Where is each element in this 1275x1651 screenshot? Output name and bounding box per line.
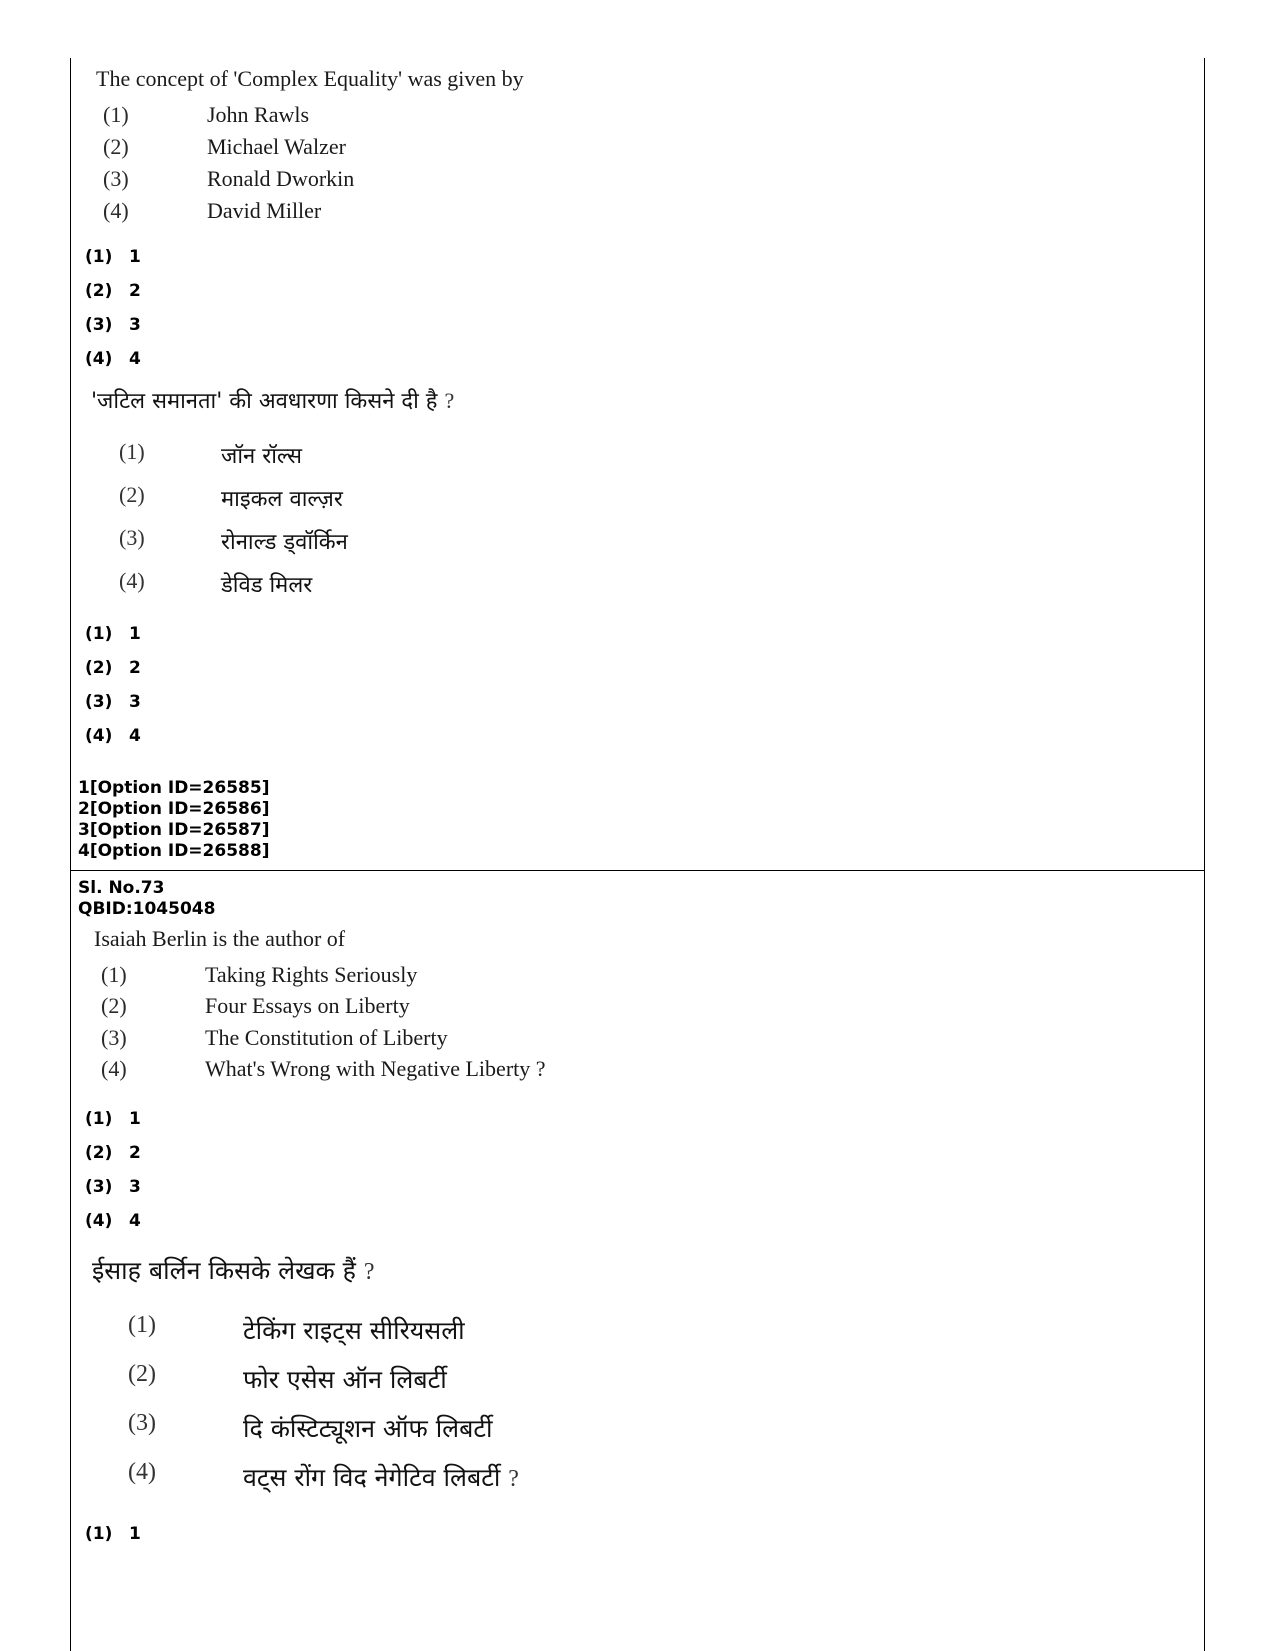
option-number: (2) (103, 134, 129, 159)
answer-choice (85, 726, 141, 746)
answer-choice (85, 315, 141, 335)
answer-choice-value: 4 (129, 1211, 141, 1231)
answer-choice-number: (4) (85, 1211, 113, 1231)
answer-choice-value: 3 (129, 1177, 141, 1197)
answer-choice-value: 1 (129, 1109, 141, 1129)
answer-choice-value: 1 (129, 1524, 141, 1544)
question-text-hi (91, 385, 454, 415)
option-id-list (78, 778, 269, 862)
answer-choice-value: 1 (129, 624, 141, 644)
question-text-en: The concept of 'Complex Equality' was given by (96, 66, 524, 91)
answer-choice-value: 4 (129, 726, 141, 746)
answer-choice (85, 247, 141, 267)
option-id: 4[Option ID=26588] (78, 841, 270, 861)
option-id: 1[Option ID=26585] (78, 778, 270, 798)
option-text: Four Essays on Liberty (205, 993, 410, 1018)
right-border (1204, 58, 1205, 1651)
answer-choice-number: (2) (85, 281, 113, 301)
option-text: Ronald Dworkin (207, 166, 355, 191)
answer-choice-number: (1) (85, 247, 113, 267)
option-number: (3) (119, 525, 145, 550)
option-number: (1) (101, 962, 127, 987)
answer-choice-value: 1 (129, 247, 141, 267)
option-text: The Constitution of Liberty (205, 1025, 448, 1050)
option-text: फोर एसेस ऑन लिबर्टी (243, 1365, 447, 1394)
serial-number: Sl. No.73 (78, 878, 165, 898)
option-text: डेविड मिलर (221, 573, 313, 598)
answer-choice-number: (4) (85, 726, 113, 746)
option-number: (3) (103, 166, 129, 191)
answer-choice-value: 3 (129, 692, 141, 712)
option-number: (3) (128, 1410, 156, 1436)
answer-choice (85, 1109, 141, 1129)
option-number: (3) (101, 1025, 127, 1050)
option-text: Taking Rights Seriously (205, 962, 418, 987)
option-number: (1) (103, 102, 129, 127)
option-text (243, 1460, 519, 1494)
option-text: What's Wrong with Negative Liberty ? (205, 1056, 546, 1081)
answer-choice (85, 1211, 141, 1231)
answer-choice-number: (3) (85, 692, 113, 712)
qbid: QBID:1045048 (78, 899, 216, 919)
left-border (70, 58, 71, 1651)
question-mark: ? (363, 1259, 375, 1285)
option-text: John Rawls (207, 102, 310, 127)
answer-choice (85, 692, 141, 712)
option-text: Michael Walzer (207, 134, 346, 159)
answer-choice-number: (3) (85, 1177, 113, 1197)
answer-choice-number: (3) (85, 315, 113, 335)
question-header (78, 878, 215, 920)
option-text: रोनाल्ड ड्वॉर्किन (221, 530, 348, 555)
option-text: टेकिंग राइट्स सीरियसली (243, 1316, 465, 1345)
question-mark: ? (444, 388, 455, 413)
question-text-en: Isaiah Berlin is the author of (94, 926, 346, 951)
option-text: David Miller (207, 198, 322, 223)
question-text-hi (92, 1253, 375, 1287)
option-text: माइकल वाल्ज़र (221, 487, 343, 512)
option-number: (1) (119, 439, 145, 464)
option-number: (4) (101, 1056, 127, 1081)
option-number: (2) (119, 482, 145, 507)
option-text: जॉन रॉल्स (221, 444, 302, 469)
answer-choice (85, 281, 141, 301)
answer-choice-value: 2 (129, 1143, 141, 1163)
option-number: (2) (101, 993, 127, 1018)
option-number: (1) (128, 1312, 156, 1338)
answer-choice-value: 2 (129, 281, 141, 301)
answer-choice-number: (2) (85, 658, 113, 678)
answer-choice (85, 624, 141, 644)
answer-choice (85, 1177, 141, 1197)
option-text: दि कंस्टिट्यूशन ऑफ लिबर्टी (243, 1414, 493, 1443)
question-text-hi-body: ईसाह बर्लिन किसके लेखक हैं (92, 1256, 356, 1285)
option-id: 2[Option ID=26586] (78, 799, 270, 819)
option-number: (4) (119, 568, 145, 593)
answer-choice-number: (2) (85, 1143, 113, 1163)
question-mark: ? (508, 1466, 519, 1492)
option-number: (2) (128, 1361, 156, 1387)
answer-choice-number: (1) (85, 624, 113, 644)
option-number: (4) (128, 1459, 156, 1485)
answer-choice (85, 1143, 141, 1163)
answer-choice (85, 349, 141, 369)
answer-choice-value: 3 (129, 315, 141, 335)
option-id: 3[Option ID=26587] (78, 820, 270, 840)
answer-choice-value: 2 (129, 658, 141, 678)
answer-choice-value: 4 (129, 349, 141, 369)
option-text-body: वट्स रोंग विद नेगेटिव लिबर्टी (243, 1463, 501, 1492)
answer-choice (85, 1524, 141, 1544)
answer-choice (85, 658, 141, 678)
answer-choice-number: (1) (85, 1109, 113, 1129)
option-number: (4) (103, 198, 129, 223)
answer-choice-number: (4) (85, 349, 113, 369)
question-divider (70, 870, 1205, 871)
answer-choice-number: (1) (85, 1524, 113, 1544)
question-text-hi-body: 'जटिल समानता' की अवधारणा किसने दी है (91, 389, 438, 414)
